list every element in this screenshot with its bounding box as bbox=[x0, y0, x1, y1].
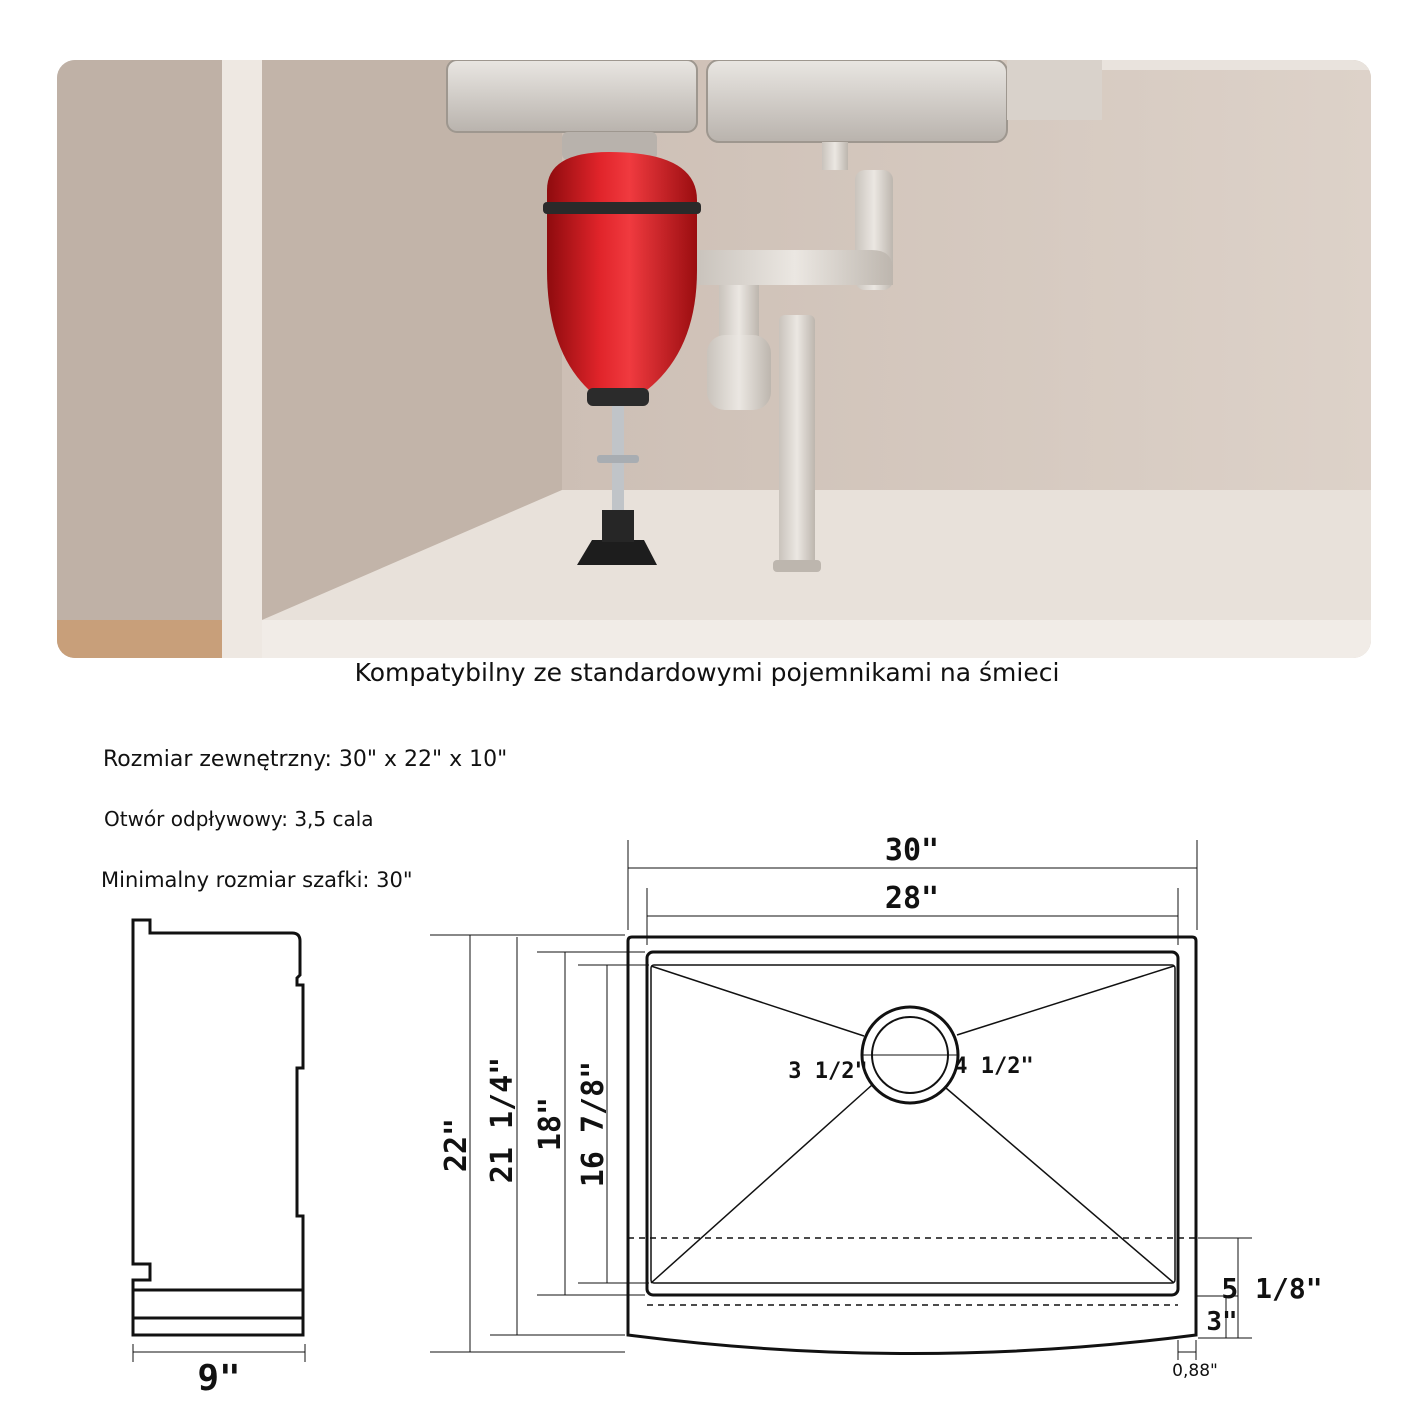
label-outer-depth: 22" bbox=[439, 1117, 474, 1173]
label-depth-21: 21 1/4" bbox=[485, 1056, 520, 1184]
photo-caption: Kompatybilny ze standardowymi pojemnikami na śmieci bbox=[354, 658, 1060, 687]
spec-min-cabinet: Minimalny rozmiar szafki: 30" bbox=[101, 868, 413, 892]
label-apron-height: 5 1/8" bbox=[1221, 1272, 1323, 1305]
spec-drain-hole: Otwór odpływowy: 3,5 cala bbox=[104, 807, 374, 831]
label-depth-16: 16 7/8" bbox=[576, 1060, 611, 1188]
side-profile-outline bbox=[133, 920, 303, 1290]
label-apron-inner: 3" bbox=[1206, 1307, 1238, 1337]
label-drain-right: 4 1/2" bbox=[954, 1054, 1034, 1079]
label-drain-left: 3 1/2" bbox=[788, 1059, 868, 1084]
label-outer-width: 30" bbox=[884, 833, 940, 868]
sink-bowl-outline bbox=[647, 952, 1178, 1295]
sink-bowl-floor bbox=[651, 965, 1175, 1283]
label-lip: 0,88" bbox=[1172, 1361, 1218, 1381]
spec-outer-size: Rozmiar zewnętrzny: 30" x 22" x 10" bbox=[103, 747, 508, 772]
side-profile-base bbox=[133, 1290, 303, 1335]
label-depth-18: 18" bbox=[533, 1096, 568, 1152]
label-inner-width: 28" bbox=[884, 881, 940, 916]
label-side-depth: 9" bbox=[197, 1358, 241, 1399]
sink-outer-outline bbox=[628, 937, 1196, 1354]
